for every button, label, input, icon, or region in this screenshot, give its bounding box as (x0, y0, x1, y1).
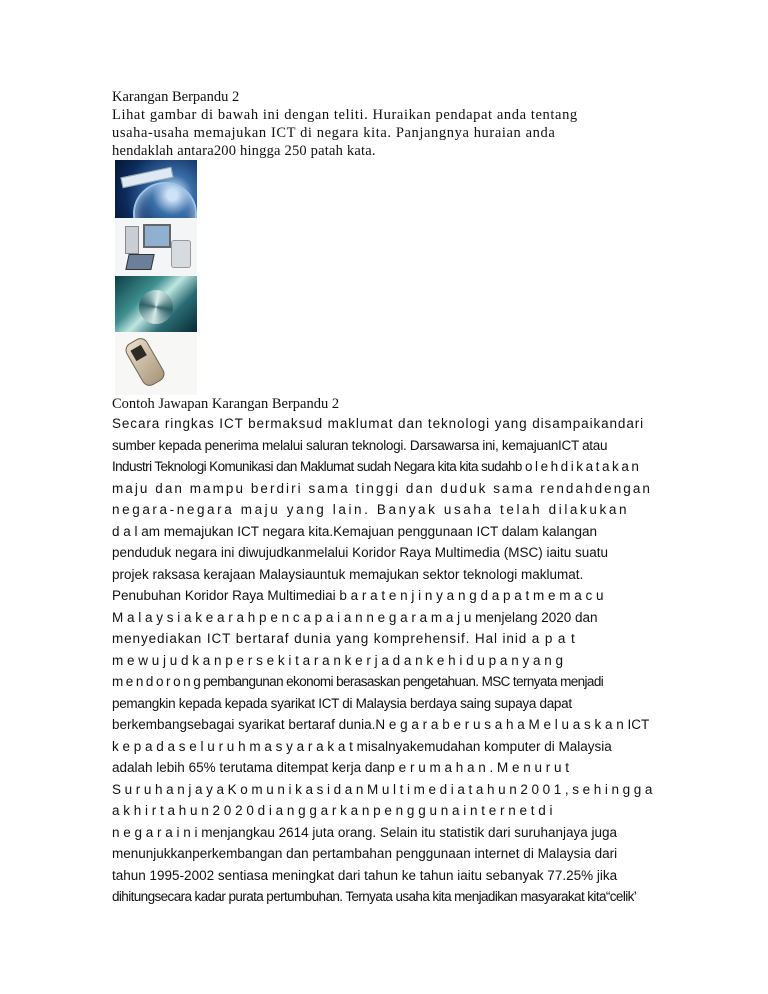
computers-image (115, 218, 197, 276)
answer-line: adalah lebih 65% terutama ditempat kerja danp e r u m a h a n . M e n u r u t (112, 760, 570, 775)
internet-image (115, 160, 197, 218)
phone-screen-graphic (130, 345, 146, 361)
answer-line: penduduk negara ini diwujudkanmelalui Koridor Raya Multimedia (MSC) iaitu suatu (112, 545, 609, 560)
network-burst-graphic (139, 290, 173, 324)
answer-line: projek raksasa kerajaan Malaysiauntuk memajukan sektor teknologi maklumat. (112, 566, 584, 582)
device-graphic (171, 240, 191, 268)
assignment-heading: Karangan Berpandu 2 (112, 89, 240, 105)
mobile-phone-image (115, 332, 197, 395)
network-image (115, 276, 197, 332)
answer-line: negara-negara maju yang lain. Banyak usaha telah dilakukan (112, 502, 630, 517)
globe-graphic (133, 182, 197, 218)
prompt-line-3: hendaklah antara200 hingga 250 patah kata. (112, 143, 376, 159)
answer-line: a k h i r t a h u n 2 0 2 0 d i a n g g a r k a n p e n g g u n a i n t e r n e t d i (112, 803, 553, 818)
document-page (112, 88, 652, 908)
computer-tower-graphic (125, 226, 139, 254)
laptop-graphic (125, 254, 154, 270)
answer-line: n e g a r a i n i menjangkau 2614 juta orang. Selain itu statistik dari suruhanjaya juga (112, 824, 618, 840)
answer-line: d a l am memajukan ICT negara kita.Kemajuan penggunaan ICT dalam kalangan (112, 523, 598, 539)
answer-line: M a l a y s i a k e a r a h p e n c a p a i a n n e g a r a m a j u menjelang 2020 dan (112, 609, 598, 625)
answer-line: dihitungsecara kadar purata pertumbuhan. Ternyata usaha kita menjadikan masyarakat kita“celik’ (112, 889, 637, 904)
answer-line: m e n d o r o n g pembangunan ekonomi berasaskan pengetahuan. MSC ternyata menjadi (112, 674, 604, 689)
answer-line: sumber kepada penerima melalui saluran teknologi. Darsawarsa ini, kemajuanICT atau (112, 437, 608, 453)
prompt-line-2: usaha-usaha memajukan ICT di negara kita. Panjangnya huraian anda (112, 125, 556, 141)
answer-line: maju dan mampu berdiri sama tinggi dan duduk sama rendahdengan (112, 480, 652, 496)
answer-line: menunjukkanperkembangan dan pertambahan penggunaan internet di Malaysia dari (112, 846, 618, 861)
answer-line: menyediakan ICT bertaraf dunia yang komprehensif. Hal inid a p a t (112, 631, 576, 646)
answer-line: Secara ringkas ICT bermaksud maklumat dan teknologi yang disampaikandari (112, 416, 645, 431)
prompt-line-1: Lihat gambar di bawah ini dengan teliti. Huraikan pendapat anda tentang (112, 107, 578, 123)
answer-line: tahun 1995-2002 sentiasa meningkat dari tahun ke tahun iaitu sebanyak 77.25% jika (112, 867, 618, 883)
picture-stack (112, 160, 652, 395)
flip-phone-graphic (123, 335, 168, 389)
answer-heading: Contoh Jawapan Karangan Berpandu 2 (112, 396, 340, 412)
answer-line: k e p a d a s e l u r u h m a s y a r a k a t misalnyakemudahan komputer di Malaysia (112, 738, 612, 754)
answer-line: berkembangsebagai syarikat bertaraf dunia.N e g a r a b e r u s a h a M e l u a s k a n ICT (112, 717, 650, 732)
answer-line: Penubuhan Koridor Raya Multimediai b a r a t e n j i n y a n g d a p a t m e m a c u (112, 588, 604, 603)
monitor-graphic (143, 224, 171, 248)
answer-line: S u r u h a n j a y a K o m u n i k a s i d a n M u l t i m e d i a t a h u n 2 0 0 1 , s e h i n g g a (112, 781, 653, 797)
answer-line: Industri Teknologi Komunikasi dan Maklumat sudah Negara kita kita sudahb o l e h d i k a t a k a n (112, 459, 639, 474)
answer-line: m e w u j u d k a n p e r s e k i t a r a n k e r j a d a n k e h i d u p a n y a n g (112, 652, 563, 668)
answer-line: pemangkin kepada kepada syarikat ICT di Malaysia berdaya saing supaya dapat (112, 695, 572, 711)
